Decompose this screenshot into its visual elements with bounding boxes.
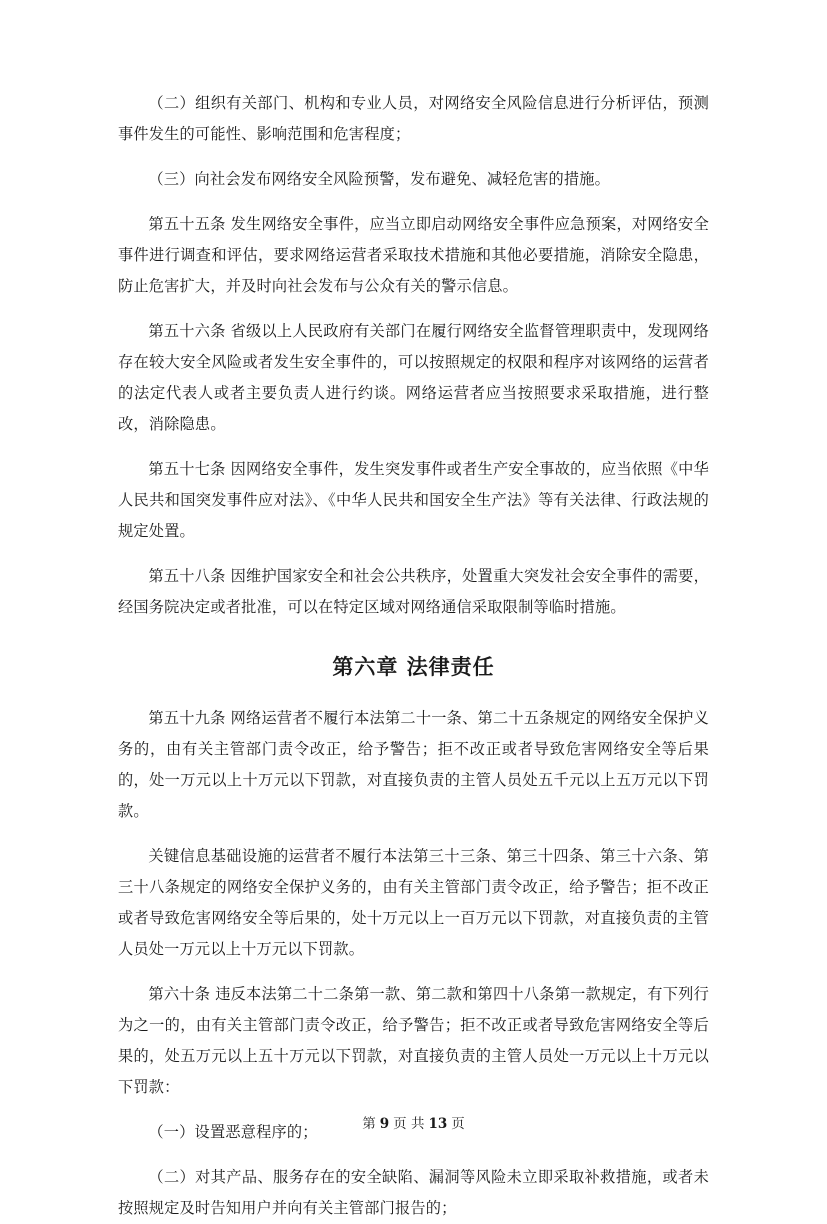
paragraph: 第五十八条 因维护国家安全和社会公共秩序，处置重大突发社会安全事件的需要，经国务院决定或者批准，可以在特定区域对网络通信采取限制等临时措施。	[118, 567, 709, 616]
page-footer	[0, 1112, 827, 1132]
paragraph: 关键信息基础设施的运营者不履行本法第三十三条、第三十四条、第三十六条、第三十八条规定的网络安全保护义务的，由有关主管部门责令改正，给予警告；拒不改正或者导致危害网络安全等后果的，处十万元以上一百万元以下罚款，对直接负责的主管人员处一万元以上十万元以下罚款。	[118, 847, 709, 958]
paragraph: 第五十九条 网络运营者不履行本法第二十一条、第二十五条规定的网络安全保护义务的，由有关主管部门责令改正，给予警告；拒不改正或者导致危害网络安全等后果的，处一万元以上十万元以下罚款，对直接负责的主管人员处五千元以上五万元以下罚款。	[118, 709, 709, 820]
paragraph: 第五十七条 因网络安全事件，发生突发事件或者生产安全事故的，应当依照《中华人民共和国突发事件应对法》、《中华人民共和国安全生产法》等有关法律、行政法规的规定处置。	[118, 460, 709, 540]
paragraph: 第六十条 违反本法第二十二条第一款、第二款和第四十八条第一款规定，有下列行为之一的，由有关主管部门责令改正，给予警告；拒不改正或者导致危害网络安全等后果的，处五万元以上五十万元以下罚款，对直接负责的主管人员处一万元以上十万元以下罚款：	[118, 985, 709, 1096]
paragraph: （一）设置恶意程序的；	[148, 1123, 318, 1141]
footer-current-page: 9	[379, 1116, 390, 1132]
footer-prefix: 第	[362, 1116, 376, 1132]
document-body-top	[118, 88, 709, 623]
paragraph: （二）组织有关部门、机构和专业人员，对网络安全风险信息进行分析评估，预测事件发生的可能性、影响范围和危害程度；	[118, 94, 709, 143]
paragraph: 第五十六条 省级以上人民政府有关部门在履行网络安全监督管理职责中，发现网络存在较大安全风险或者发生安全事件的，可以按照规定的权限和程序对该网络的运营者的法定代表人或者主要负责人进行约谈。网络运营者应当按照要求采取措施，进行整改，消除隐患。	[118, 322, 709, 433]
chapter-title: 第六章 法律责任	[332, 655, 495, 679]
footer-suffix: 页	[451, 1116, 465, 1132]
paragraph: （三）向社会发布网络安全风险预警，发布避免、减轻危害的措施。	[148, 170, 611, 188]
paragraph: 第五十五条 发生网络安全事件，应当立即启动网络安全事件应急预案，对网络安全事件进行调查和评估，要求网络运营者采取技术措施和其他必要措施，消除安全隐患，防止危害扩大，并及时向社会发布与公众有关的警示信息。	[118, 215, 709, 295]
document-body-bottom	[118, 703, 709, 1224]
footer-middle: 页 共	[393, 1116, 425, 1132]
paragraph: （二）对其产品、服务存在的安全缺陷、漏洞等风险未立即采取补救措施，或者未按照规定及时告知用户并向有关主管部门报告的；	[118, 1168, 709, 1217]
footer-total-pages: 13	[428, 1116, 448, 1132]
